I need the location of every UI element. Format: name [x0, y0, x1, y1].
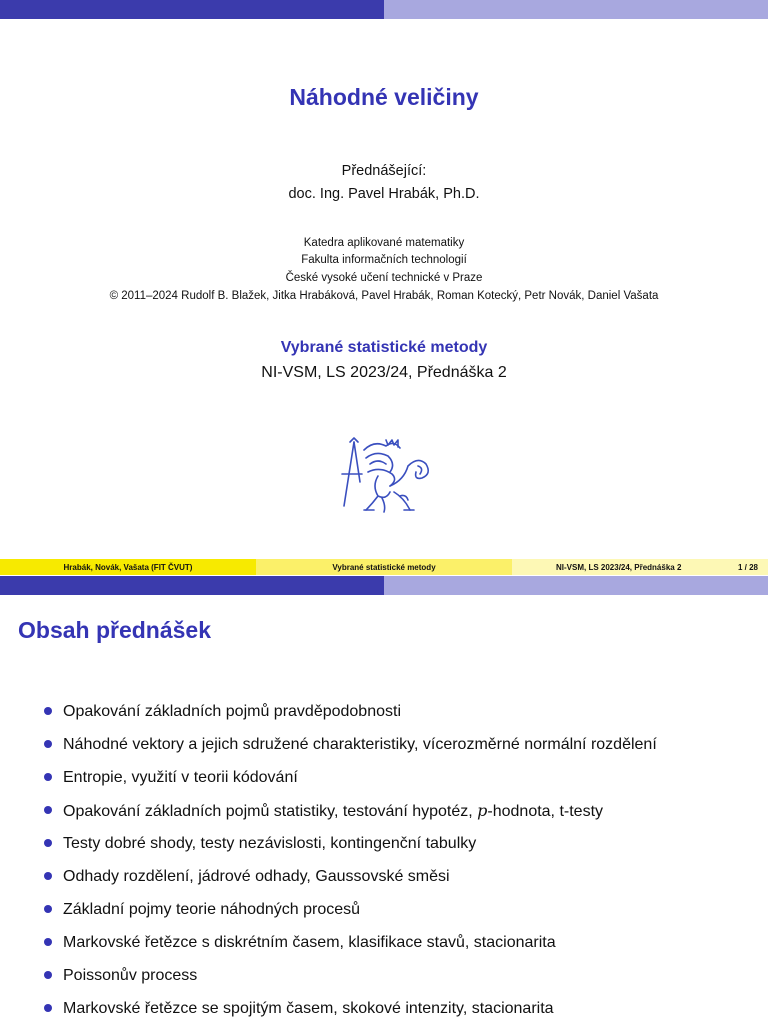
- list-item-text: Základní pojmy teorie náhodných procesů: [63, 901, 361, 918]
- list-item-text-pre: Opakování základních pojmů statistiky, testování hypotéz,: [63, 803, 478, 820]
- course-subtitle: NI-VSM, LS 2023/24, Přednáška 2: [261, 364, 507, 381]
- top-bar-light-segment: [384, 0, 768, 19]
- institution-university: České vysoké učení technické v Praze: [285, 272, 483, 284]
- list-item: [44, 999, 657, 1024]
- institution-department: Katedra aplikované matematiky: [303, 237, 465, 249]
- bullet-icon: [44, 806, 52, 814]
- list-item-text: Poissonův process: [63, 967, 198, 984]
- bullet-icon: [44, 773, 52, 781]
- list-item: [44, 735, 657, 768]
- list-item-text: Entropie, využití v teorii kódování: [63, 769, 298, 786]
- list-item: [44, 867, 657, 900]
- presenter-name: doc. Ing. Pavel Hrabák, Ph.D.: [288, 186, 480, 202]
- list-item-text: Markovské řetězce se spojitým časem, skokové intenzity, stacionarita: [63, 1000, 554, 1017]
- footer-right-segment: [512, 559, 768, 575]
- bullet-icon: [44, 971, 52, 979]
- list-item: [44, 900, 657, 933]
- list-item: [44, 801, 657, 834]
- institution-faculty: Fakulta informačních technologií: [301, 254, 467, 266]
- top-bar: [0, 0, 768, 19]
- list-item: [44, 834, 657, 867]
- footer-lecture: NI-VSM, LS 2023/24, Přednáška 2: [556, 562, 682, 572]
- bullet-icon: [44, 839, 52, 847]
- list-item-text: Markovské řetězce s diskrétním časem, klasifikace stavů, stacionarita: [63, 934, 556, 951]
- list-item-text: Opakování základních pojmů pravděpodobnosti: [63, 703, 401, 720]
- footer-authors: Hrabák, Novák, Vašata (FIT ČVUT): [0, 559, 256, 575]
- top-bar: [0, 576, 768, 595]
- bullet-icon: [44, 740, 52, 748]
- footer-bar: [0, 559, 768, 575]
- list-item: [44, 702, 657, 735]
- bullet-icon: [44, 1004, 52, 1012]
- footer-page-number: 1 / 28: [737, 562, 758, 572]
- list-item: [44, 966, 657, 999]
- bullet-icon: [44, 707, 52, 715]
- bullet-icon: [44, 938, 52, 946]
- top-bar-dark-segment: [0, 0, 384, 19]
- list-item-text-post: -hodnota, t-testy: [487, 803, 604, 820]
- cvut-lion-logo-icon: [334, 436, 434, 514]
- list-item-text: Náhodné vektory a jejich sdružené charakteristiky, vícerozměrné normální rozdělení: [63, 736, 657, 753]
- lecture-list: [44, 702, 657, 1024]
- footer-course: Vybrané statistické metody: [256, 559, 512, 575]
- list-item: [44, 933, 657, 966]
- presentation-title: Náhodné veličiny: [289, 84, 479, 110]
- frame-title: Obsah přednášek: [18, 617, 212, 643]
- list-item: [44, 768, 657, 801]
- copyright-line: © 2011–2024 Rudolf B. Blažek, Jitka Hrabáková, Pavel Hrabák, Roman Kotecký, Petr Novák, Daniel Vašata: [109, 290, 659, 302]
- top-bar-light-segment: [384, 576, 768, 595]
- top-bar-dark-segment: [0, 576, 384, 595]
- contents-slide: [0, 576, 768, 1024]
- list-item-text: Odhady rozdělení, jádrové odhady, Gaussovské směsi: [63, 868, 450, 885]
- math-p-symbol: p: [477, 801, 488, 820]
- bullet-icon: [44, 872, 52, 880]
- presenter-label: Přednášející:: [341, 163, 427, 179]
- course-title: Vybrané statistické metody: [280, 339, 488, 356]
- bullet-icon: [44, 905, 52, 913]
- list-item-text: Testy dobré shody, testy nezávislosti, kontingenční tabulky: [63, 835, 477, 852]
